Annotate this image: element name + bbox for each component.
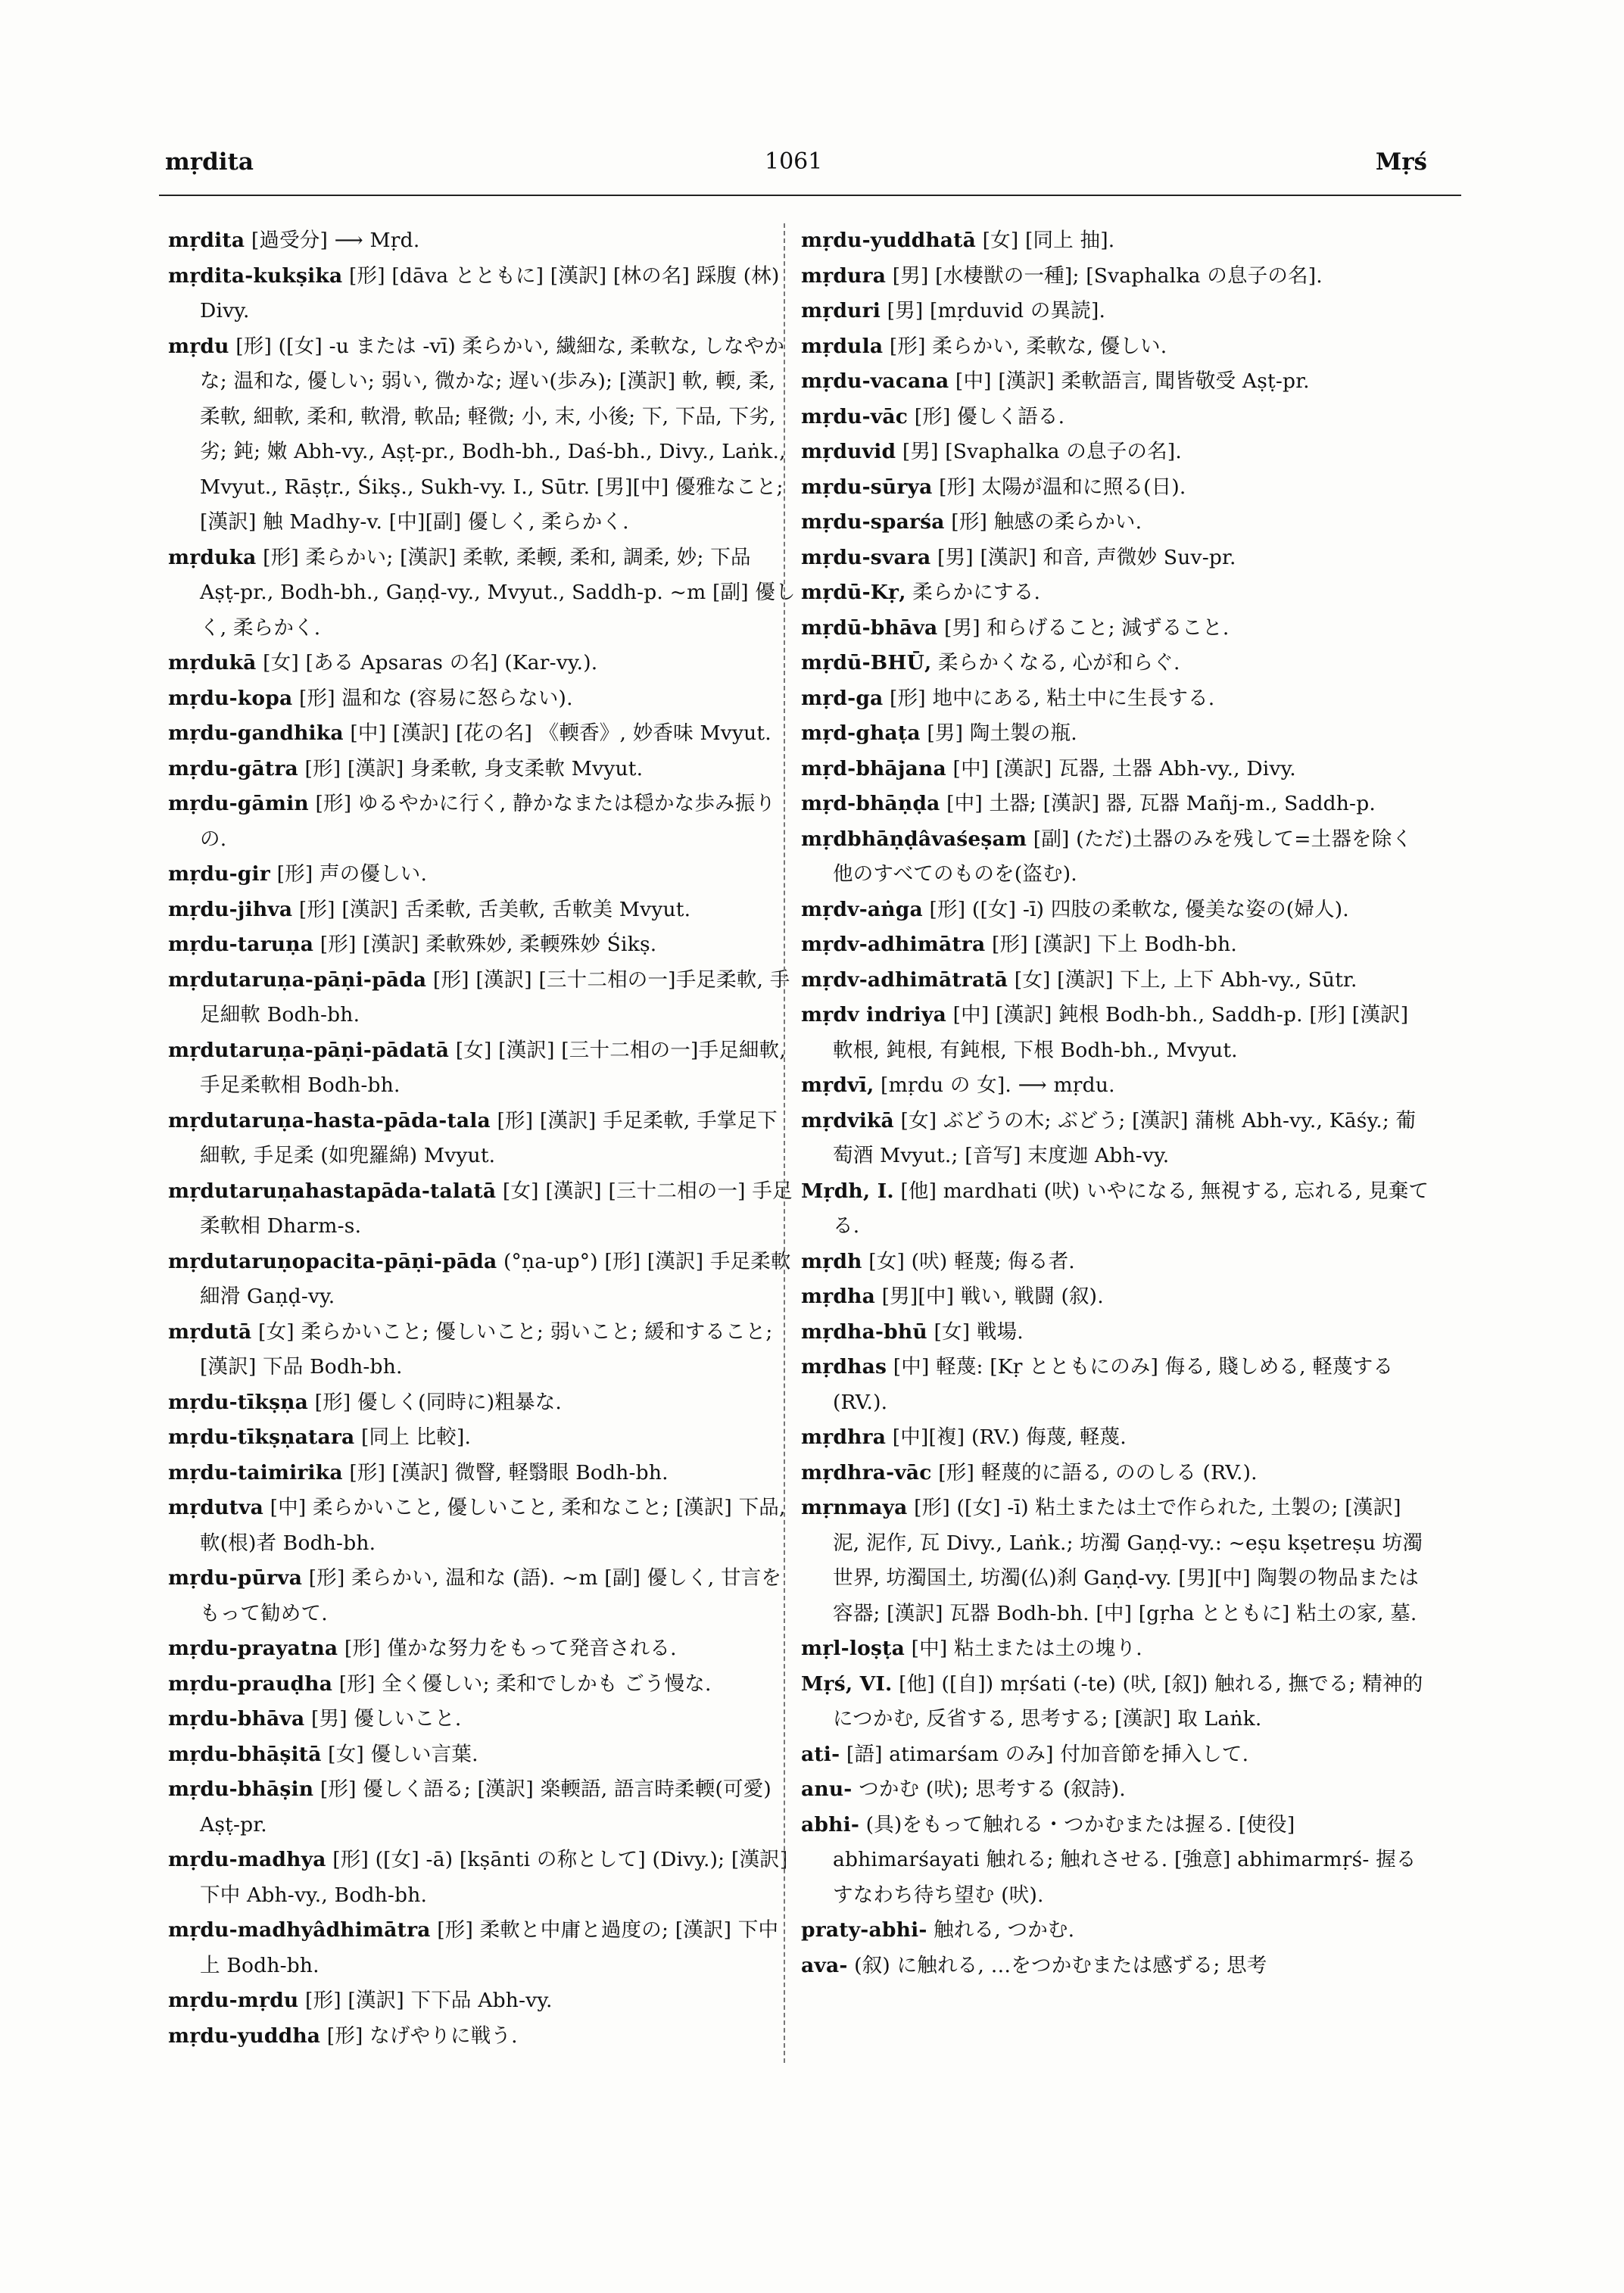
entry-headword: mṛdū-bhāva (801, 615, 938, 640)
entry-definition: [形] [dāva とともに] [漢訳] [林の名] 踩腹 (林) Divy. (200, 263, 780, 322)
dictionary-entry (801, 1420, 1429, 1456)
entry-headword: anu- (801, 1777, 853, 1801)
dictionary-entry (801, 998, 1429, 1068)
entry-definition: [形] ([女] -ī) 粘土または土で作られた, 土製の; [漢訳] 泥, 泥作, 瓦 Divy., Laṅk.; 坊濁 Gaṇḍ-vy.: ~eṣu kṣetreṣu 坊濁世界, 坊濁国土, 坊濁(仏)刹 Gaṇḍ-vy. [男][中] 陶製の物品または容器; [漢訳] 瓦器 Bodh-bh. [中] [gṛha とともに] 粘土の家, 墓. (833, 1496, 1423, 1625)
right-column (801, 223, 1429, 1983)
dictionary-entry (168, 2019, 796, 2055)
dictionary-entry (168, 681, 796, 717)
entry-headword: Mṛdh, I. (801, 1179, 894, 1203)
entry-definition: [他] ([自]) mṛśati (-te) (吠, [叙]) 触れる, 撫でる; 精神的につかむ, 反省する, 思考する; [漢訳] 取 Laṅk. (833, 1671, 1423, 1731)
entry-definition: [形] [漢訳] 手足柔軟, 手掌足下細軟, 手足柔 (如兜羅綿) Mvyut. (200, 1108, 778, 1167)
entry-definition: [女] [漢訳] [三十二相の一] 手足柔軟相 Dharm-s. (200, 1179, 793, 1238)
entry-headword: praty-abhi- (801, 1918, 927, 1942)
entry-headword: mṛdu-yuddha (168, 2024, 321, 2048)
dictionary-entry (168, 1737, 796, 1773)
entry-headword: mṛdv-adhimātra (801, 933, 986, 956)
entry-definition: [形] 優しく語る; [漢訳] 楽輭語, 語言時柔輭(可愛) Aṣṭ-pr. (200, 1777, 771, 1837)
entry-definition: [同上 比較]. (354, 1425, 472, 1449)
entry-definition: [女] [漢訳] 下上, 上下 Abh-vy., Sūtr. (1008, 967, 1357, 992)
entry-definition: [女] [同上 抽]. (975, 229, 1115, 252)
entry-headword: mṛdu-bhāva (168, 1707, 305, 1731)
dictionary-entry (801, 259, 1429, 294)
entry-headword: abhi- (801, 1812, 860, 1837)
entry-headword: mṛd-bhāṇḍa (801, 792, 940, 815)
entry-headword: Mṛś, VI. (801, 1671, 893, 1696)
entry-headword: mṛdhra (801, 1425, 887, 1449)
dictionary-entry (801, 400, 1429, 435)
entry-headword: mṛdula (801, 334, 884, 358)
entry-definition: [中] [漢訳] 鈍根 Bodh-bh., Saddh-p. [形] [漢訳] 軟根, 鈍根, 有鈍根, 下根 Bodh-bh., Mvyut. (833, 1003, 1409, 1062)
entry-headword: mṛdutaruṇa-pāṇi-pāda (168, 967, 427, 992)
dictionary-entry (801, 611, 1429, 646)
entry-headword: ati- (801, 1742, 840, 1766)
left-column (168, 223, 796, 2054)
entry-headword: mṛdu-prayatna (168, 1637, 338, 1660)
entry-headword: mṛdutaruṇa-pāṇi-pādatā (168, 1038, 450, 1062)
dictionary-entry (801, 1315, 1429, 1351)
entry-headword: mṛdutaruṇahastapāda-talatā (168, 1179, 497, 1203)
entry-definition: (°ṇa-up°) [形] [漢訳] 手足柔軟細滑 Gaṇḍ-vy. (200, 1249, 791, 1308)
entry-headword: mṛdu-vāc (801, 404, 909, 428)
entry-headword: mṛdv-adhimātratā (801, 967, 1008, 992)
entry-definition: [形] なげやりに戦う. (320, 2024, 518, 2048)
dictionary-entry (168, 1772, 796, 1843)
dictionary-entry (801, 1279, 1429, 1315)
entry-headword: mṛdu-svara (801, 545, 931, 569)
entry-headword: mṛdu-kopa (168, 686, 293, 710)
dictionary-entry (168, 223, 796, 259)
dictionary-entry (801, 752, 1429, 787)
entry-headword: mṛdu-pūrva (168, 1566, 303, 1590)
running-head-last-entry: Mṛś (1375, 148, 1427, 176)
entry-headword: mṛdu-gāmin (168, 792, 309, 815)
dictionary-entry (801, 294, 1429, 329)
entry-definition: [女] 優しい言葉. (321, 1742, 478, 1766)
dictionary-entry (168, 1315, 796, 1385)
dictionary-entry (801, 1667, 1429, 1737)
entry-definition: [形] 全く優しい; 柔和でしかも ごう慢な. (332, 1671, 712, 1696)
entry-definition: [形] [漢訳] 舌柔軟, 舌美軟, 舌軟美 Mvyut. (292, 897, 691, 921)
column-divider (784, 223, 785, 2063)
entry-definition: [中] 粘土または土の塊り. (904, 1637, 1142, 1660)
entry-headword: mṛdu-madhya (168, 1848, 326, 1871)
entry-definition: [中][複] (RV.) 侮蔑, 軽蔑. (886, 1425, 1127, 1449)
dictionary-entry (168, 716, 796, 752)
entry-definition: [女] ぶどうの木; ぶどう; [漢訳] 蒲桃 Abh-vy., Kāśy.; 葡萄酒 Mvyut.; [音写] 末度迦 Abh-vy. (833, 1108, 1417, 1167)
dictionary-entry (801, 575, 1429, 611)
entry-headword: mṛdu-gandhika (168, 721, 344, 745)
entry-headword: mṛd-ga (801, 686, 884, 710)
entry-definition: 柔らかくなる, 心が和らぐ. (931, 651, 1180, 675)
entry-definition: [女] 戦場. (927, 1319, 1024, 1344)
dictionary-entry (801, 1068, 1429, 1104)
entry-headword: mṛdvī, (801, 1073, 874, 1097)
entry-definition: [形] [漢訳] [三十二相の一]手足柔軟, 手足細軟 Bodh-bh. (200, 967, 790, 1027)
entry-headword: mṛdū-BHŪ, (801, 651, 932, 675)
entry-definition: 柔らかにする. (906, 581, 1041, 604)
dictionary-entry (168, 1104, 796, 1174)
entry-definition: [女] (吠) 軽蔑; 侮る者. (862, 1249, 1075, 1273)
entry-headword: mṛdbhāṇḍâvaśeṣam (801, 827, 1027, 851)
entry-definition: [形] [漢訳] 下上 Bodh-bh. (985, 933, 1237, 956)
entry-headword: mṛdu-bhāṣin (168, 1777, 314, 1801)
entry-definition: [形] [漢訳] 柔軟殊妙, 柔輭殊妙 Śikṣ. (313, 933, 657, 956)
dictionary-entry (801, 1949, 1429, 1984)
entry-headword: mṛdita (168, 229, 245, 252)
dictionary-entry (168, 1843, 796, 1913)
entry-headword: mṛdu-tīkṣṇa (168, 1390, 309, 1414)
entry-headword: mṛdutva (168, 1496, 264, 1519)
dictionary-entry (168, 1174, 796, 1245)
dictionary-entry (801, 364, 1429, 400)
dictionary-entry (168, 1561, 796, 1631)
entry-headword: mṛdu-tīkṣṇatara (168, 1425, 355, 1449)
dictionary-entry (801, 1913, 1429, 1949)
entry-headword: mṛdu-madhyâdhimātra (168, 1918, 431, 1942)
entry-headword: mṛdita-kukṣika (168, 263, 343, 288)
dictionary-entry (168, 1491, 796, 1561)
dictionary-entry (801, 541, 1429, 576)
entry-definition: [形] ([女] -u または -vī) 柔らかい, 繊細な, 柔軟な, しなやかな; 温和な, 優しい; 弱い, 微かな; 遅い(歩み); [漢訳] 軟, 輭, 柔, 柔軟, 細軟, 柔和, 軟滑, 軟品; 軽微; 小, 末, 小後; 下, 下品, 下劣, 劣; 鈍; 嫩 Abh-vy., Aṣṭ-pr., Bodh-bh., Daś-bh., Divy., Laṅk., Mvyut., Rāṣṭr., Śikṣ., Sukh-vy. I., Sūtr. [男][中] 優雅なこと; [漢訳] 触 Madhy-v. [中][副] 優しく, 柔らかく. (200, 334, 786, 534)
dictionary-entry (168, 259, 796, 329)
entry-definition: [中] [漢訳] 柔軟語言, 聞皆敬受 Aṣṭ-pr. (949, 369, 1310, 393)
entry-headword: mṛdu-prauḍha (168, 1671, 333, 1696)
entry-definition: [形] 優しく語る. (908, 404, 1065, 428)
dictionary-entry (801, 1174, 1429, 1245)
dictionary-entry (168, 1033, 796, 1104)
entry-definition: [形] ([女] -ā) [kṣānti の称として] (Divy.); [漢訳] 下中 Abh-vy., Bodh-bh. (200, 1848, 788, 1907)
dictionary-entry (168, 1245, 796, 1315)
entry-headword: mṛdhas (801, 1355, 887, 1379)
dictionary-entry (801, 1245, 1429, 1280)
dictionary-entry (801, 787, 1429, 822)
entry-headword: mṛd-ghaṭa (801, 721, 921, 745)
dictionary-entry (801, 329, 1429, 365)
entry-headword: mṛdu-jihva (168, 897, 293, 921)
dictionary-entry (168, 1385, 796, 1421)
entry-definition: [形] 優しく(同時に)粗暴な. (308, 1390, 563, 1414)
entry-definition: [中] [漢訳] [花の名] 《輭香》, 妙香味 Mvyut. (343, 721, 771, 745)
entry-headword: mṛduka (168, 545, 257, 569)
entry-headword: mṛdu-sparśa (801, 510, 945, 534)
dictionary-entry (801, 1772, 1429, 1808)
entry-headword: mṛdu (168, 334, 229, 358)
dictionary-entry (801, 1737, 1429, 1773)
entry-definition: [女] [ある Apsaras の名] (Kar-vy.). (256, 651, 598, 675)
entry-definition: [形] 柔らかい, 柔軟な, 優しい. (883, 334, 1167, 358)
entry-definition: [形] 太陽が温和に照る(日). (932, 475, 1186, 499)
entry-headword: mṛdutaruṇopacita-pāṇi-pāda (168, 1249, 497, 1273)
dictionary-entry (168, 1631, 796, 1667)
entry-definition: [男] 陶土製の瓶. (920, 721, 1077, 745)
entry-definition: [女] 柔らかいこと; 優しいこと; 弱いこと; 緩和すること; [漢訳] 下品 Bodh-bh. (200, 1319, 773, 1379)
entry-definition: [中] 土器; [漢訳] 器, 瓦器 Mañj-m., Saddh-p. (940, 792, 1376, 815)
entry-headword: mṛduvid (801, 440, 896, 463)
dictionary-entry (168, 787, 796, 857)
entry-definition: [女] [漢訳] [三十二相の一]手足細軟, 手足柔軟相 Bodh-bh. (200, 1038, 786, 1097)
entry-headword: mṛdu-bhāṣitā (168, 1742, 322, 1766)
dictionary-entry (168, 1667, 796, 1703)
entry-definition: [男] [mṛduvid の異読]. (881, 299, 1106, 322)
dictionary-entry (801, 223, 1429, 259)
dictionary-entry (168, 1702, 796, 1737)
dictionary-entry (168, 329, 796, 541)
entry-headword: mṛl-loṣṭa (801, 1637, 905, 1660)
dictionary-entry (168, 1983, 796, 2019)
entry-headword: mṛdu-mṛdu (168, 1989, 299, 2012)
entry-headword: mṛdh (801, 1249, 862, 1273)
entry-definition: [形] 温和な (容易に怒らない). (292, 686, 573, 710)
entry-headword: mṛdutaruṇa-hasta-pāda-tala (168, 1108, 491, 1132)
dictionary-entry (801, 1631, 1429, 1667)
entry-headword: mṛdu-gir (168, 862, 270, 886)
dictionary-entry (801, 1104, 1429, 1174)
entry-definition: [形] [漢訳] 身柔軟, 身支柔軟 Mvyut. (298, 756, 644, 780)
entry-headword: mṛdu-gātra (168, 756, 298, 780)
dictionary-entry (168, 927, 796, 963)
entry-definition: [男] 和らげること; 減ずること. (937, 615, 1230, 640)
entry-definition: [形] 声の優しい. (270, 862, 428, 886)
entry-headword: mṛdū-Kṛ, (801, 581, 906, 604)
entry-definition: 触れる, つかむ. (927, 1918, 1075, 1942)
entry-definition: [形] ([女] -ī) 四肢の柔軟な, 優美な姿の(婦人). (922, 897, 1349, 921)
dictionary-entry (168, 541, 796, 646)
dictionary-entry (801, 435, 1429, 470)
entry-headword: mṛdv-aṅga (801, 897, 923, 921)
entry-headword: ava- (801, 1953, 848, 1977)
entry-definition: [男][中] 戦い, 戦闘 (叙). (874, 1285, 1104, 1308)
entry-definition: [形] 触感の柔らかい. (944, 510, 1142, 534)
entry-headword: mṛdv indriya (801, 1003, 947, 1027)
entry-definition: [語] atimarśam のみ] 付加音節を挿入して. (840, 1742, 1249, 1766)
entry-definition: [男] 優しいこと. (304, 1707, 462, 1731)
entry-definition: [中] 柔らかいこと, 優しいこと, 柔和なこと; [漢訳] 下品, 軟(根)者 Bodh-bh. (200, 1496, 786, 1555)
entry-definition: [形] [漢訳] 下下品 Abh-vy. (298, 1989, 553, 2012)
header-rule (159, 195, 1461, 196)
dictionary-entry (801, 470, 1429, 506)
dictionary-entry (168, 1456, 796, 1491)
dictionary-entry (168, 1420, 796, 1456)
dictionary-entry (801, 963, 1429, 999)
entry-headword: mṛd-bhājana (801, 756, 946, 780)
entry-definition: [男] [水棲獣の一種]; [Svaphalka の息子の名]. (886, 263, 1323, 288)
dictionary-entry (801, 1350, 1429, 1420)
dictionary-entry (801, 1808, 1429, 1914)
dictionary-entry (801, 822, 1429, 893)
dictionary-entry (168, 857, 796, 893)
entry-headword: mṛdukā (168, 651, 257, 675)
entry-definition: [形] ゆるやかに行く, 静かなまたは穏かな歩み振りの. (200, 792, 776, 851)
dictionary-entry (801, 646, 1429, 681)
entry-headword: mṛdu-vacana (801, 369, 949, 393)
dictionary-entry (801, 716, 1429, 752)
dictionary-entry (168, 963, 796, 1033)
entry-definition: [中] [漢訳] 瓦器, 土器 Abh-vy., Divy. (946, 756, 1296, 780)
entry-headword: mṛdu-yuddhatā (801, 229, 976, 252)
entry-definition: [形] 軽蔑的に語る, ののしる (RV.). (931, 1460, 1258, 1485)
dictionary-entry (801, 505, 1429, 541)
entry-definition: [男] [Svaphalka の息子の名]. (896, 440, 1182, 463)
entry-definition: つかむ (吠); 思考する (叙詩). (852, 1777, 1126, 1801)
dictionary-entry (801, 1456, 1429, 1491)
entry-definition: [形] 柔らかい, 温和な (語). ~m [副] 優しく, 甘言をもって勧めて. (200, 1566, 782, 1625)
entry-headword: mṛdu-taimirika (168, 1460, 343, 1485)
dictionary-entry (168, 893, 796, 928)
entry-definition: [他] mardhati (吠) いやになる, 無視する, 忘れる, 見棄てる. (833, 1179, 1429, 1238)
entry-headword: mṛdutā (168, 1319, 252, 1344)
entry-headword: mṛnmaya (801, 1496, 908, 1519)
entry-definition: [形] 僅かな努力をもって発音される. (338, 1637, 677, 1660)
dictionary-entry (801, 1491, 1429, 1631)
entry-headword: mṛdha-bhū (801, 1319, 927, 1344)
dictionary-entry (168, 1913, 796, 1983)
entry-definition: (具)をもって触れる・つかむまたは握る. [使役] abhimarśayati 触れる; 触れさせる. [強意] abhimarmṛś- 握るすなわち待ち望む (吠). (833, 1812, 1417, 1907)
entry-definition: [副] (ただ)土器のみを残して=土器を除く他のすべてのものを(盗む). (833, 827, 1413, 886)
entry-headword: mṛdura (801, 263, 887, 288)
entry-definition: [過受分] ⟶ Mṛd. (245, 229, 420, 252)
entry-headword: mṛduri (801, 299, 881, 322)
entry-headword: mṛdhra-vāc (801, 1460, 932, 1485)
entry-definition: (叙) に触れる, …をつかむまたは感ずる; 思考 (847, 1953, 1267, 1977)
entry-headword: mṛdha (801, 1285, 875, 1308)
entry-definition: [形] 地中にある, 粘土中に生長する. (883, 686, 1215, 710)
dictionary-entry (168, 752, 796, 787)
entry-headword: mṛdu-taruṇa (168, 933, 314, 956)
entry-definition: [形] 柔軟と中庸と過度の; [漢訳] 下中上 Bodh-bh. (200, 1918, 779, 1977)
dictionary-entry (801, 681, 1429, 717)
entry-definition: [mṛdu の 女]. ⟶ mṛdu. (874, 1073, 1115, 1097)
entry-definition: [中] 軽蔑: [Kṛ とともにのみ] 侮る, 賤しめる, 軽蔑する (RV.). (833, 1355, 1394, 1414)
dictionary-entry (801, 927, 1429, 963)
running-head-first-entry: mṛdita (165, 148, 254, 176)
entry-definition: [形] [漢訳] 微瞖, 軽翳眼 Bodh-bh. (342, 1460, 669, 1485)
entry-definition: [形] 柔らかい; [漢訳] 柔軟, 柔輭, 柔和, 調柔, 妙; 下品 Aṣṭ-pr., Bodh-bh., Gaṇḍ-vy., Mvyut., Saddh-p. ~m [副] 優しく, 柔らかく. (200, 545, 796, 640)
dictionary-entry (801, 893, 1429, 928)
entry-headword: mṛdvikā (801, 1108, 894, 1132)
entry-headword: mṛdu-sūrya (801, 475, 933, 499)
entry-definition: [男] [漢訳] 和音, 声微妙 Suv-pr. (930, 545, 1236, 569)
page-number: 1061 (765, 148, 823, 175)
dictionary-entry (168, 646, 796, 681)
